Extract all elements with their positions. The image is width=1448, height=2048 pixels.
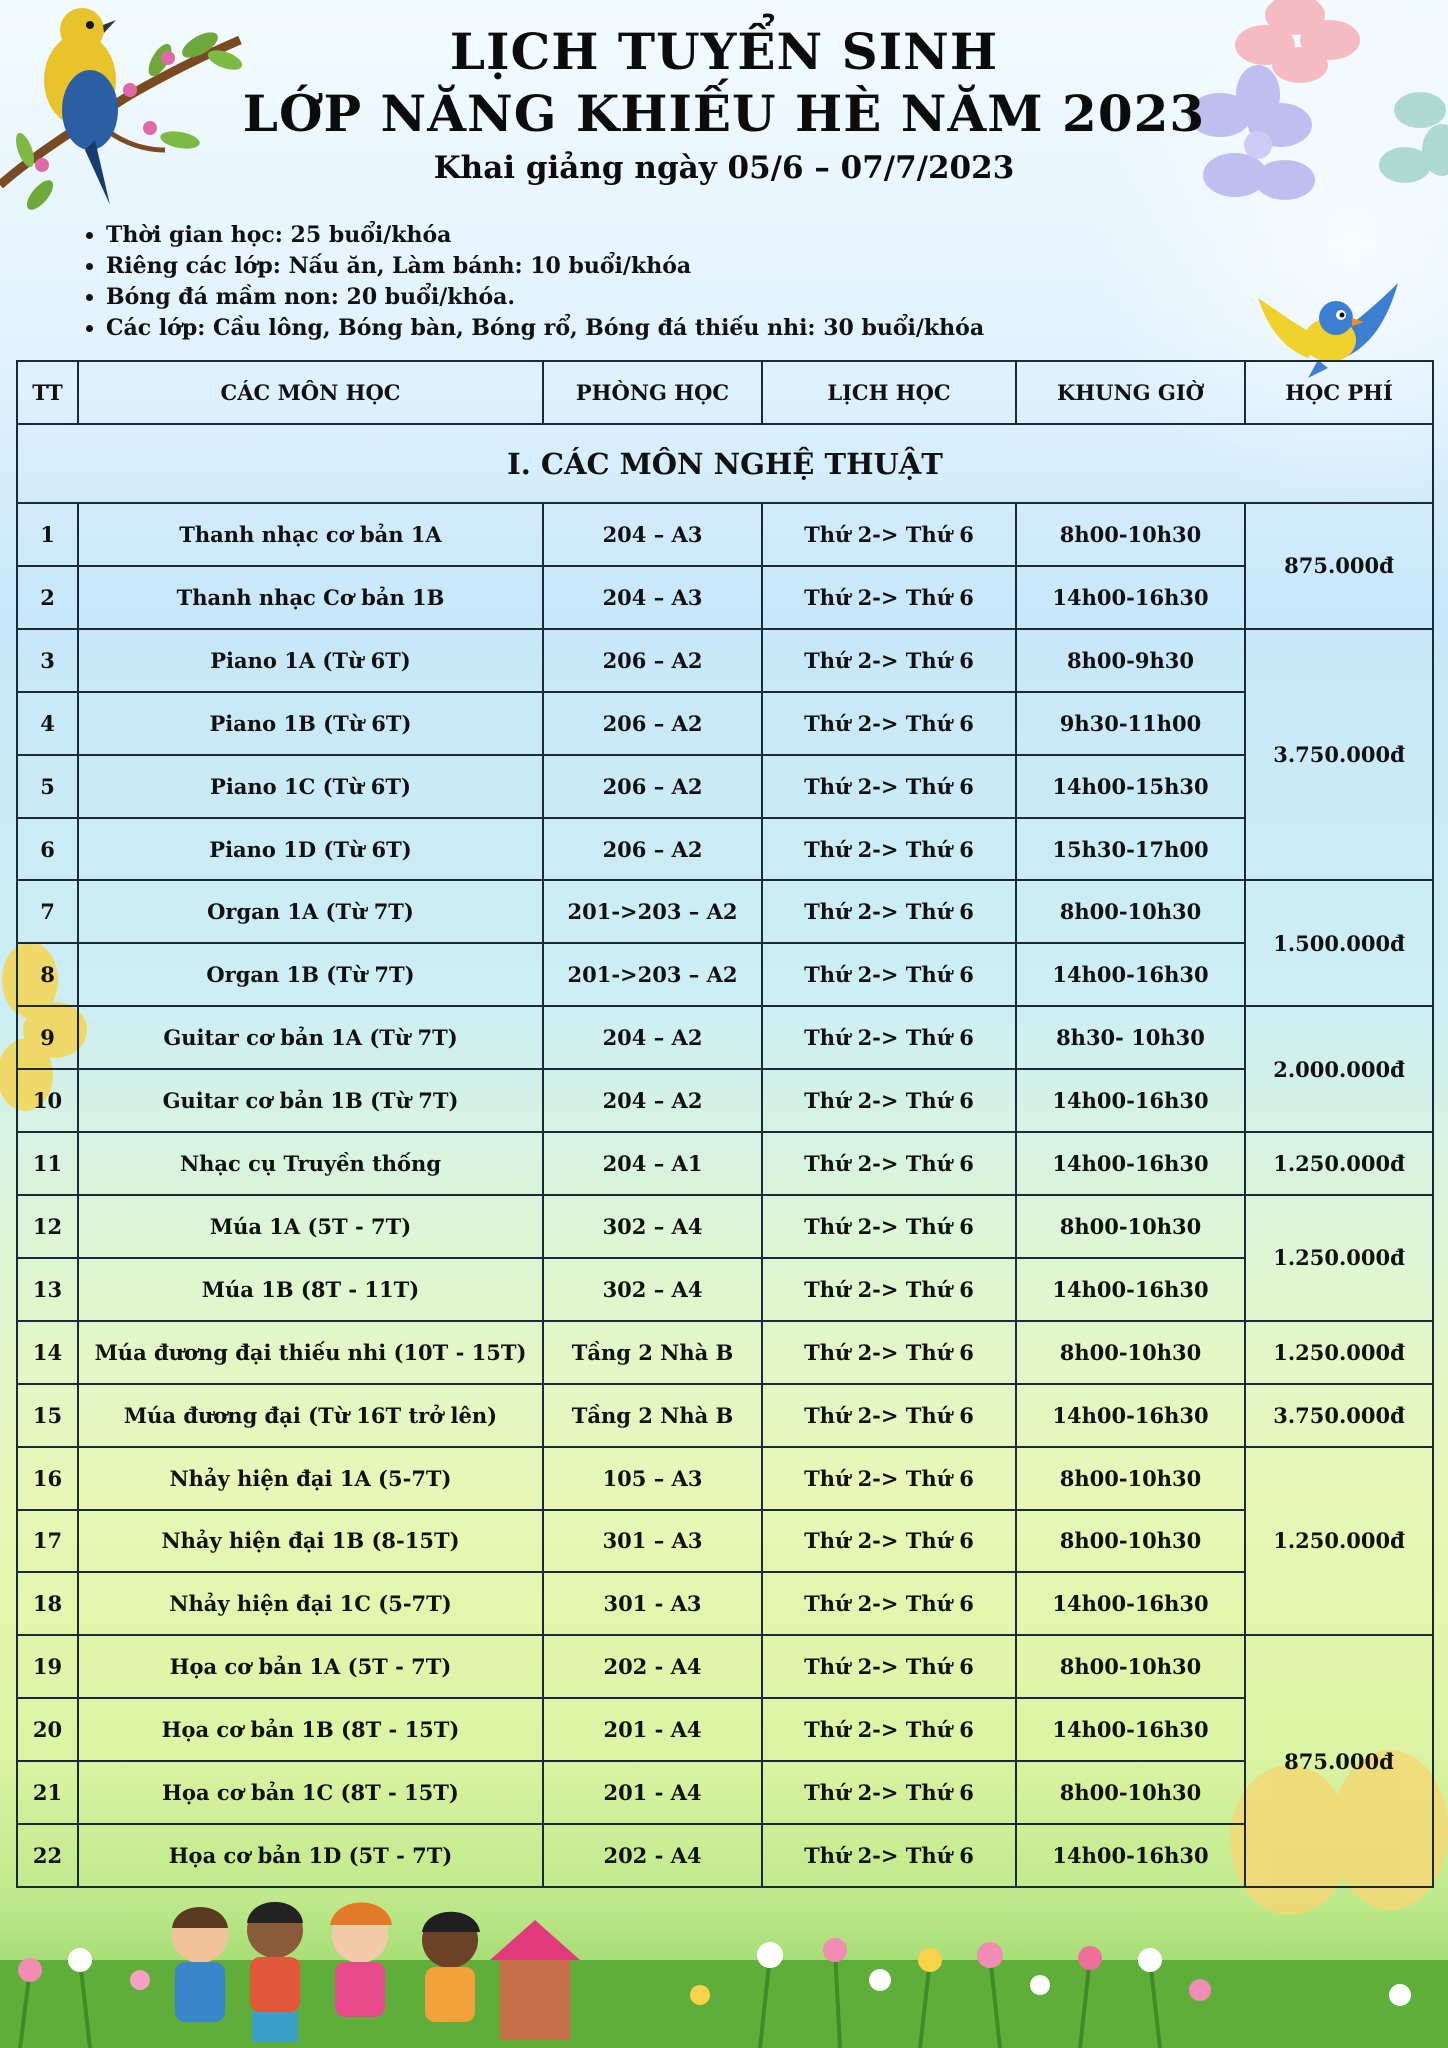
row-number: 20	[17, 1698, 78, 1761]
time-cell: 14h00-16h30	[1016, 943, 1245, 1006]
room-cell: 302 – A4	[543, 1195, 762, 1258]
row-number: 15	[17, 1384, 78, 1447]
schedule-cell: Thứ 2-> Thứ 6	[762, 1447, 1016, 1510]
subject-cell: Piano 1C (Từ 6T)	[78, 755, 543, 818]
room-cell: 301 - A3	[543, 1572, 762, 1635]
row-number: 8	[17, 943, 78, 1006]
schedule-cell: Thứ 2-> Thứ 6	[762, 1698, 1016, 1761]
table-row	[17, 1258, 1433, 1321]
table-row	[17, 1824, 1433, 1887]
time-cell: 14h00-16h30	[1016, 1572, 1245, 1635]
room-cell: 204 – A3	[543, 566, 762, 629]
row-number: 4	[17, 692, 78, 755]
row-number: 1	[17, 503, 78, 566]
table-row	[17, 1321, 1433, 1384]
time-cell: 8h00-10h30	[1016, 503, 1245, 566]
row-number: 10	[17, 1069, 78, 1132]
list-item: • Các lớp: Cầu lông, Bóng bàn, Bóng rổ, Bóng đá thiếu nhi: 30 buổi/khóa	[106, 313, 984, 344]
time-cell: 14h00-16h30	[1016, 1069, 1245, 1132]
list-item: • Thời gian học: 25 buổi/khóa	[106, 220, 984, 251]
time-cell: 14h00-16h30	[1016, 1132, 1245, 1195]
row-number: 18	[17, 1572, 78, 1635]
time-cell: 8h00-10h30	[1016, 1510, 1245, 1573]
schedule-cell: Thứ 2-> Thứ 6	[762, 692, 1016, 755]
table-row	[17, 566, 1433, 629]
room-cell: 206 – A2	[543, 629, 762, 692]
subject-cell: Piano 1B (Từ 6T)	[78, 692, 543, 755]
row-number: 17	[17, 1510, 78, 1573]
room-cell: 206 – A2	[543, 755, 762, 818]
column-header: PHÒNG HỌC	[543, 361, 762, 424]
subject-cell: Guitar cơ bản 1B (Từ 7T)	[78, 1069, 543, 1132]
schedule-cell: Thứ 2-> Thứ 6	[762, 1069, 1016, 1132]
time-cell: 14h00-16h30	[1016, 566, 1245, 629]
time-cell: 14h00-15h30	[1016, 755, 1245, 818]
column-header: HỌC PHÍ	[1245, 361, 1433, 424]
row-number: 16	[17, 1447, 78, 1510]
list-item: • Bóng đá mầm non: 20 buổi/khóa.	[106, 282, 984, 313]
subject-cell: Thanh nhạc cơ bản 1A	[78, 503, 543, 566]
subject-cell: Organ 1A (Từ 7T)	[78, 880, 543, 943]
schedule-cell: Thứ 2-> Thứ 6	[762, 1572, 1016, 1635]
fee-cell: 1.250.000đ	[1245, 1321, 1433, 1384]
row-number: 7	[17, 880, 78, 943]
subject-cell: Organ 1B (Từ 7T)	[78, 943, 543, 1006]
time-cell: 8h00-10h30	[1016, 880, 1245, 943]
fee-cell: 1.500.000đ	[1245, 880, 1433, 1006]
list-item: • Riêng các lớp: Nấu ăn, Làm bánh: 10 buổi/khóa	[106, 251, 984, 282]
table-row	[17, 1698, 1433, 1761]
schedule-table	[16, 360, 1434, 1888]
subject-cell: Thanh nhạc Cơ bản 1B	[78, 566, 543, 629]
row-number: 19	[17, 1635, 78, 1698]
subject-cell: Họa cơ bản 1C (8T - 15T)	[78, 1761, 543, 1824]
fee-cell: 1.250.000đ	[1245, 1195, 1433, 1321]
room-cell: 105 – A3	[543, 1447, 762, 1510]
table-row	[17, 1384, 1433, 1447]
room-cell: 204 – A3	[543, 503, 762, 566]
room-cell: 202 - A4	[543, 1635, 762, 1698]
time-cell: 15h30-17h00	[1016, 818, 1245, 881]
fee-cell: 2.000.000đ	[1245, 1006, 1433, 1132]
schedule-cell: Thứ 2-> Thứ 6	[762, 880, 1016, 943]
room-cell: 302 – A4	[543, 1258, 762, 1321]
table-row	[17, 629, 1433, 692]
time-cell: 8h00-10h30	[1016, 1447, 1245, 1510]
subject-cell: Múa 1B (8T - 11T)	[78, 1258, 543, 1321]
fee-cell: 875.000đ	[1245, 1635, 1433, 1887]
schedule-cell: Thứ 2-> Thứ 6	[762, 1321, 1016, 1384]
table-row	[17, 1761, 1433, 1824]
room-cell: Tầng 2 Nhà B	[543, 1321, 762, 1384]
room-cell: 202 - A4	[543, 1824, 762, 1887]
page-title: LỊCH TUYỂN SINH	[449, 22, 999, 81]
time-cell: 8h00-10h30	[1016, 1321, 1245, 1384]
room-cell: 201 - A4	[543, 1698, 762, 1761]
room-cell: 301 – A3	[543, 1510, 762, 1573]
subject-cell: Guitar cơ bản 1A (Từ 7T)	[78, 1006, 543, 1069]
table-row	[17, 1069, 1433, 1132]
room-cell: 201 - A4	[543, 1761, 762, 1824]
time-cell: 14h00-16h30	[1016, 1384, 1245, 1447]
column-header: CÁC MÔN HỌC	[78, 361, 543, 424]
schedule-cell: Thứ 2-> Thứ 6	[762, 1761, 1016, 1824]
row-number: 14	[17, 1321, 78, 1384]
subject-cell: Múa đương đại (Từ 16T trở lên)	[78, 1384, 543, 1447]
time-cell: 9h30-11h00	[1016, 692, 1245, 755]
table-row	[17, 1572, 1433, 1635]
subject-cell: Họa cơ bản 1D (5T - 7T)	[78, 1824, 543, 1887]
subject-cell: Họa cơ bản 1A (5T - 7T)	[78, 1635, 543, 1698]
time-cell: 14h00-16h30	[1016, 1698, 1245, 1761]
schedule-cell: Thứ 2-> Thứ 6	[762, 755, 1016, 818]
column-header: TT	[17, 361, 78, 424]
schedule-cell: Thứ 2-> Thứ 6	[762, 1824, 1016, 1887]
table-row	[17, 1635, 1433, 1698]
room-cell: 201->203 – A2	[543, 943, 762, 1006]
fee-cell: 875.000đ	[1245, 503, 1433, 629]
row-number: 2	[17, 566, 78, 629]
schedule-cell: Thứ 2-> Thứ 6	[762, 503, 1016, 566]
row-number: 13	[17, 1258, 78, 1321]
row-number: 21	[17, 1761, 78, 1824]
schedule-cell: Thứ 2-> Thứ 6	[762, 1258, 1016, 1321]
row-number: 9	[17, 1006, 78, 1069]
room-cell: Tầng 2 Nhà B	[543, 1384, 762, 1447]
table-row	[17, 1510, 1433, 1573]
schedule-cell: Thứ 2-> Thứ 6	[762, 1384, 1016, 1447]
row-number: 5	[17, 755, 78, 818]
time-cell: 8h00-10h30	[1016, 1635, 1245, 1698]
table-row	[17, 1132, 1433, 1195]
schedule-cell: Thứ 2-> Thứ 6	[762, 818, 1016, 881]
time-cell: 14h00-16h30	[1016, 1258, 1245, 1321]
column-header: KHUNG GIỜ	[1016, 361, 1245, 424]
room-cell: 204 – A2	[543, 1069, 762, 1132]
time-cell: 8h00-9h30	[1016, 629, 1245, 692]
room-cell: 206 – A2	[543, 818, 762, 881]
table-header-row	[17, 361, 1433, 424]
table-row	[17, 1195, 1433, 1258]
time-cell: 8h00-10h30	[1016, 1195, 1245, 1258]
row-number: 6	[17, 818, 78, 881]
schedule-cell: Thứ 2-> Thứ 6	[762, 943, 1016, 1006]
room-cell: 201->203 – A2	[543, 880, 762, 943]
time-cell: 8h00-10h30	[1016, 1761, 1245, 1824]
table-row	[17, 1447, 1433, 1510]
subject-cell: Múa đương đại thiếu nhi (10T - 15T)	[78, 1321, 543, 1384]
subject-cell: Piano 1D (Từ 6T)	[78, 818, 543, 881]
schedule-cell: Thứ 2-> Thứ 6	[762, 629, 1016, 692]
table-row	[17, 880, 1433, 943]
fee-cell: 3.750.000đ	[1245, 1384, 1433, 1447]
fee-cell: 3.750.000đ	[1245, 629, 1433, 881]
table-row	[17, 1006, 1433, 1069]
table-row	[17, 943, 1433, 1006]
time-cell: 8h30- 10h30	[1016, 1006, 1245, 1069]
subject-cell: Múa 1A (5T - 7T)	[78, 1195, 543, 1258]
page-subtitle: Khai giảng ngày 05/6 – 07/7/2023	[433, 150, 1015, 186]
children-illustration	[150, 1890, 670, 2048]
section-row	[17, 424, 1433, 503]
subject-cell: Nhảy hiện đại 1A (5-7T)	[78, 1447, 543, 1510]
room-cell: 206 – A2	[543, 692, 762, 755]
column-header: LỊCH HỌC	[762, 361, 1016, 424]
fee-cell: 1.250.000đ	[1245, 1132, 1433, 1195]
subject-cell: Piano 1A (Từ 6T)	[78, 629, 543, 692]
row-number: 22	[17, 1824, 78, 1887]
schedule-cell: Thứ 2-> Thứ 6	[762, 1195, 1016, 1258]
room-cell: 204 – A2	[543, 1006, 762, 1069]
row-number: 11	[17, 1132, 78, 1195]
row-number: 12	[17, 1195, 78, 1258]
schedule-cell: Thứ 2-> Thứ 6	[762, 1006, 1016, 1069]
fee-cell: 1.250.000đ	[1245, 1447, 1433, 1636]
page-title-line2: LỚP NĂNG KHIẾU HÈ NĂM 2023	[242, 84, 1206, 143]
table-row	[17, 692, 1433, 755]
schedule-cell: Thứ 2-> Thứ 6	[762, 1635, 1016, 1698]
room-cell: 204 – A1	[543, 1132, 762, 1195]
notes-list	[80, 220, 984, 344]
schedule-cell: Thứ 2-> Thứ 6	[762, 566, 1016, 629]
subject-cell: Nhạc cụ Truyền thống	[78, 1132, 543, 1195]
subject-cell: Nhảy hiện đại 1B (8-15T)	[78, 1510, 543, 1573]
time-cell: 14h00-16h30	[1016, 1824, 1245, 1887]
table-row	[17, 818, 1433, 881]
table-row	[17, 503, 1433, 566]
schedule-cell: Thứ 2-> Thứ 6	[762, 1132, 1016, 1195]
row-number: 3	[17, 629, 78, 692]
table-row	[17, 755, 1433, 818]
subject-cell: Nhảy hiện đại 1C (5-7T)	[78, 1572, 543, 1635]
subject-cell: Họa cơ bản 1B (8T - 15T)	[78, 1698, 543, 1761]
section-title: I. CÁC MÔN NGHỆ THUẬT	[17, 424, 1433, 503]
schedule-cell: Thứ 2-> Thứ 6	[762, 1510, 1016, 1573]
